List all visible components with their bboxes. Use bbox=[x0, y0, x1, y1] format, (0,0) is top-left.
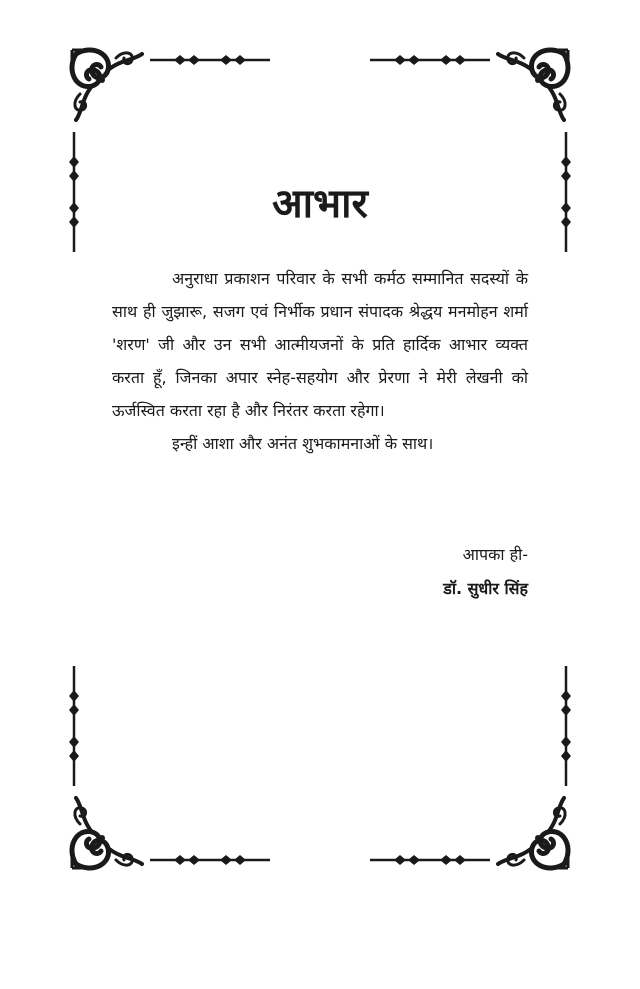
corner-flourish-icon bbox=[498, 798, 568, 868]
page-title: आभार bbox=[272, 181, 368, 227]
right-lower-rule bbox=[561, 666, 571, 786]
closing-line: इन्हीं आशा और अनंत शुभकामनाओं के साथ। bbox=[172, 434, 434, 453]
bottom-right-rule bbox=[370, 855, 490, 865]
corner-flourish-icon bbox=[498, 50, 568, 120]
corner-flourish-icon bbox=[72, 798, 142, 868]
top-right-rule bbox=[370, 55, 490, 65]
signoff bbox=[443, 538, 528, 606]
signoff-salutation: आपका ही- bbox=[462, 545, 528, 564]
corner-flourish-icon bbox=[72, 50, 142, 120]
top-left-rule bbox=[150, 55, 270, 65]
acknowledgement-body bbox=[112, 262, 528, 460]
author-name: डॉ. सुधीर सिंह bbox=[443, 579, 528, 598]
acknowledgement-paragraph: अनुराधा प्रकाशन परिवार के सभी कर्मठ सम्मानित सदस्यों के साथ ही जुझारू, सजग एवं निर्भीक प्रधान संपादक श्रेद्धय मनमोहन शर्मा 'शरण' जी और उन सभी आत्मीयजनों के प्रति हार्दिक आभार व्यक्त करता हूँ, जिनका अपार स्नेह-सहयोग और प्रेरणा ने मेरी लेखनी को ऊर्जस्वित करता रहा है और निरंतर करता रहेगा। bbox=[112, 269, 528, 420]
left-lower-rule bbox=[69, 666, 79, 786]
bottom-left-rule bbox=[150, 855, 270, 865]
